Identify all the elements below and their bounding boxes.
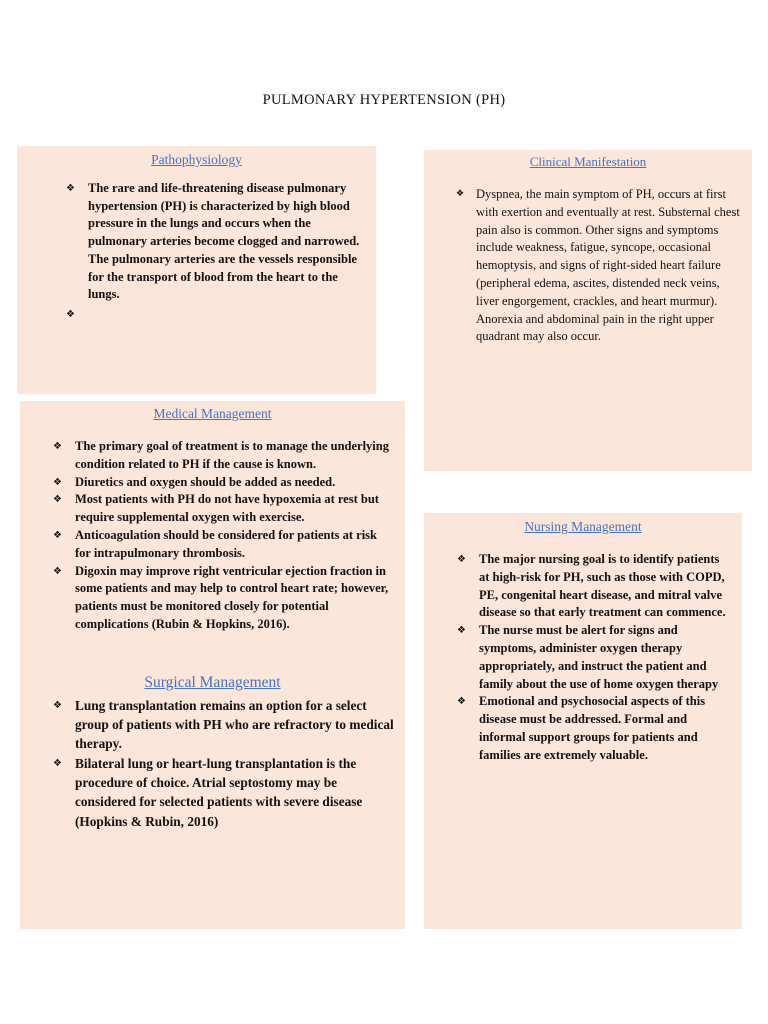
medical-management-box [20,401,405,929]
list-item [88,306,362,323]
list-item: ❖ Lung transplantation remains an option for a select group of patients with PH who are refractory to medical therapy. [75,696,395,754]
list-item: ❖ Digoxin may improve right ventricular ejection fraction in some patients and may help to control heart rate; however, patients must be monitored closely for potential complications (Rubin & Hopkins, 2016). [75,563,393,634]
list-item: ❖ Diuretics and oxygen should be added as needed. [75,474,393,492]
list-item: ❖ Most patients with PH do not have hypoxemia at rest but require supplemental oxygen with exercise. [75,491,393,527]
nursing-management-heading: Nursing Management [524,519,642,534]
nursing-management-list [479,551,732,765]
page-title: PULMONARY HYPERTENSION (PH) [262,92,506,108]
nursing-management-box [424,513,742,929]
clinical-manifestation-box [424,150,752,471]
surgical-management-heading: Surgical Management [144,673,281,691]
list-item: ❖ The primary goal of treatment is to manage the underlying condition related to PH if the cause is known. [75,438,393,474]
list-item: ❖ The rare and life-threatening disease pulmonary hypertension (PH) is characterized by high blood pressure in the lungs and occurs when the pulmonary arteries become clogged and narrowed. The pulmonary arteries are the vessels responsible for the transport of blood from the heart to the lungs. [88,180,362,304]
list-item: ❖ The major nursing goal is to identify patients at high-risk for PH, such as those with COPD, PE, congenital heart disease, and mitral valve disease so that early treatment can commence. [479,551,732,622]
medical-management-heading: Medical Management [153,406,272,421]
clinical-manifestation-heading: Clinical Manifestation [529,154,647,169]
list-item: ❖ Anticoagulation should be considered for patients at risk for intrapulmonary thrombosis. [75,527,393,563]
list-item: ❖ Bilateral lung or heart-lung transplantation is the procedure of choice. Atrial septostomy may be considered for selected patients with severe disease (Hopkins & Rubin, 2016) [75,754,395,831]
list-item: ❖ The nurse must be alert for signs and symptoms, administer oxygen therapy appropriately, and instruct the patient and family about the use of home oxygen therapy [479,622,732,693]
pathophysiology-list [88,180,362,323]
surgical-management-list [75,696,395,831]
list-item: ❖ Emotional and psychosocial aspects of this disease must be addressed. Formal and informal support groups for patients and families are extremely valuable. [479,693,732,764]
clinical-manifestation-list [476,186,742,346]
pathophysiology-heading: Pathophysiology [151,152,242,167]
pathophysiology-box [17,146,376,394]
list-item: ❖ Dyspnea, the main symptom of PH, occurs at first with exertion and eventually at rest. Substernal chest pain also is common. Other signs and symptoms include weakness, fatigue, syncope, occasional hemoptysis, and signs of right-sided heart failure (peripheral edema, ascites, distended neck veins, liver engorgement, crackles, and heart murmur). Anorexia and abdominal pain in the right upper quadrant may also occur. [476,186,742,346]
medical-management-list [75,438,393,634]
